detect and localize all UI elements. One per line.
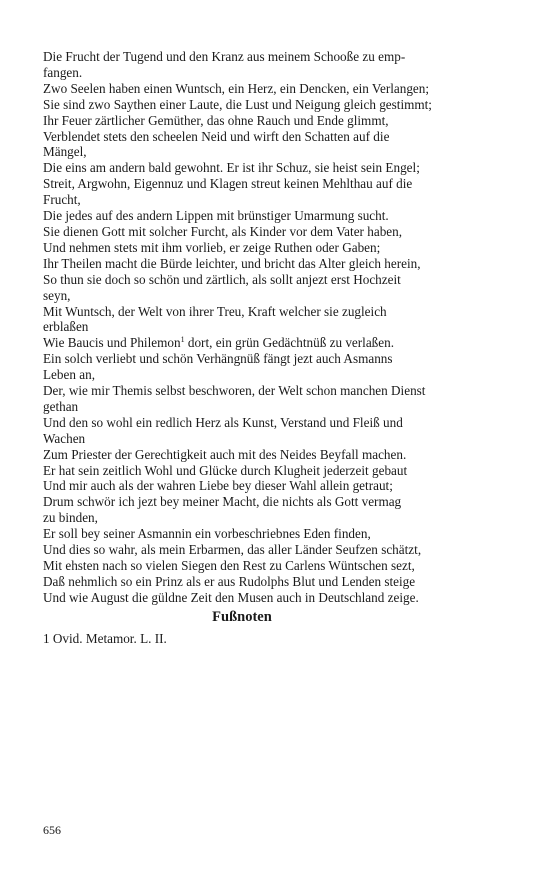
poem-line: Und mir auch als der wahren Liebe bey dieser Wahl allein getraut; xyxy=(43,478,393,494)
poem-line: Ihr Theilen macht die Bürde leichter, und bricht das Alter gleich herein, xyxy=(43,255,421,271)
poem-line: Drum schwör ich jezt bey meiner Macht, die nichts als Gott vermag xyxy=(43,494,402,510)
poem-line: Die Frucht der Tugend und den Kranz aus meinem Schooße zu emp- xyxy=(43,49,406,64)
poem-line: Und dies so wahr, als mein Erbarmen, das aller Länder Seufzen schätzt, xyxy=(43,542,422,558)
poem-line: seyn, xyxy=(43,287,71,303)
poem-line: Mit Wuntsch, der Welt von ihrer Treu, Kraft welcher sie zugleich xyxy=(43,303,387,319)
poem-line: Sie sind zwo Saythen einer Laute, die Lust und Neigung gleich gestimmt; xyxy=(43,96,432,112)
poem-line: Sie dienen Gott mit solcher Furcht, als Kinder vor dem Vater haben, xyxy=(43,223,403,239)
poem-line: Streit, Argwohn, Eigennuz und Klagen streut keinen Mehlthau auf die xyxy=(43,176,413,192)
poem-line: Frucht, xyxy=(43,192,81,208)
poem-line: Die jedes auf des andern Lippen mit brünstiger Umarmung sucht. xyxy=(43,208,389,224)
footnote-reference[interactable]: 1 xyxy=(180,335,185,345)
poem-line: Mit ehsten nach so vielen Siegen den Rest zu Carlens Wüntschen sezt, xyxy=(43,558,415,573)
poem-line: Zwo Seelen haben einen Wuntsch, ein Herz, ein Dencken, ein Verlangen; xyxy=(43,80,430,96)
poem-line: Leben an, xyxy=(43,367,95,383)
poem-line: Daß nehmlich so ein Prinz als er aus Rudolphs Blut und Lenden steige xyxy=(43,573,416,589)
poem-line: Ein solch verliebt und schön Verhängnüß fängt jezt auch Asmanns xyxy=(43,351,393,367)
page-number: 656 xyxy=(43,823,61,837)
footnotes-heading: Fußnoten xyxy=(212,609,272,625)
poem-text xyxy=(43,49,441,606)
poem-line: Zum Priester der Gerechtigkeit auch mit des Neides Beyfall machen. xyxy=(43,446,407,462)
poem-line: erblaßen xyxy=(43,319,89,335)
poem-line: zu binden, xyxy=(43,510,98,526)
poem-line: Ihr Feuer zärtlicher Gemüther, das ohne Rauch und Ende glimmt, xyxy=(43,112,389,128)
footnote-item: 1 Ovid. Metamor. L. II. xyxy=(43,631,167,646)
poem-line: gethan xyxy=(43,398,79,414)
poem-line: Und den so wohl ein redlich Herz als Kunst, Verstand und Fleiß und xyxy=(43,414,403,430)
poem-line: Wachen xyxy=(43,430,86,446)
poem-line: Und nehmen stets mit ihm vorlieb, er zeige Ruthen oder Gaben; xyxy=(43,239,381,255)
poem-line: Und wie August die güldne Zeit den Musen auch in Deutschland zeige. xyxy=(43,589,419,605)
poem-line: Der, wie mir Themis selbst beschworen, der Welt schon manchen Dienst xyxy=(43,383,426,399)
poem-line: So thun sie doch so schön und zärtlich, als sollt anjezt erst Hochzeit xyxy=(43,271,401,287)
poem-line-end: dort, ein grün Gedächtnüß zu verlaßen. xyxy=(184,335,395,351)
poem-line: Mängel, xyxy=(43,144,87,160)
poem-line: Er soll bey seiner Asmannin ein vorbeschriebnes Eden finden, xyxy=(43,526,371,542)
poem-line-with-footnote xyxy=(43,335,441,351)
poem-line: Verblendet stets den scheelen Neid und wirft den Schatten auf die xyxy=(43,128,390,144)
poem-line: fangen. xyxy=(43,64,83,80)
poem-line: Die eins am andern bald gewohnt. Er ist ihr Schuz, sie heist sein Engel; xyxy=(43,160,420,176)
poem-line: Er hat sein zeitlich Wohl und Glücke durch Klugheit jederzeit gebaut xyxy=(43,462,408,478)
poem-line-start: Wie Baucis und Philemon xyxy=(43,335,181,351)
